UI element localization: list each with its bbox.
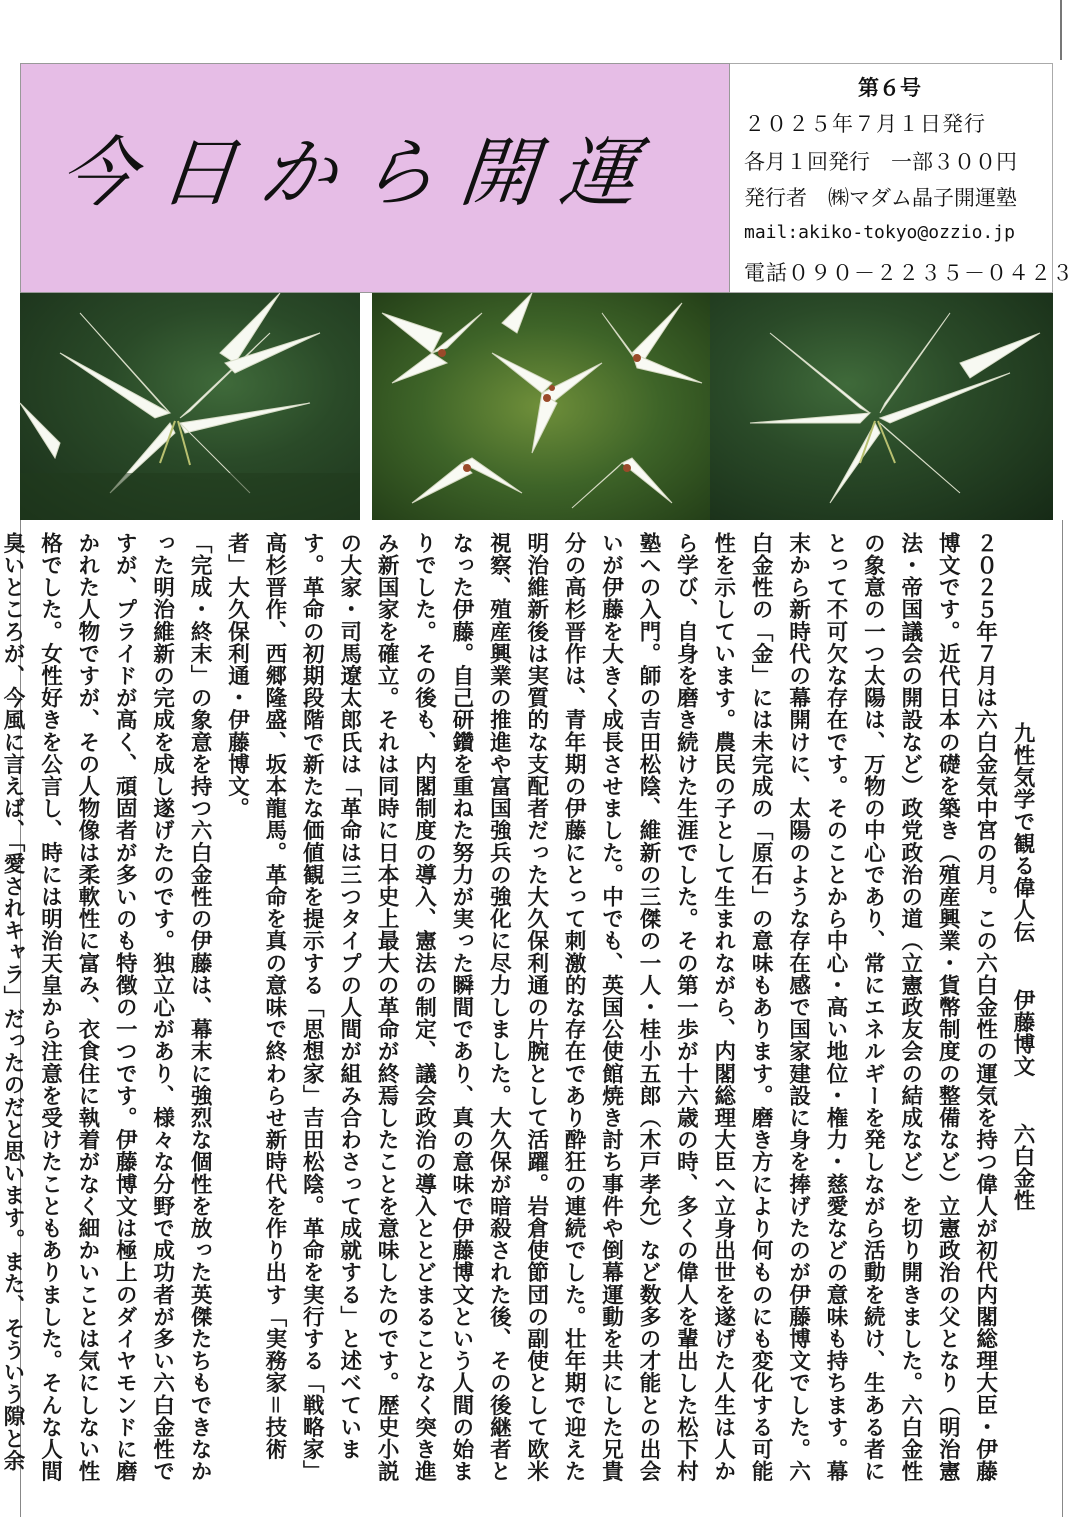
issue-number: 第６号 — [858, 75, 921, 100]
issue-info-box — [730, 63, 1074, 293]
article-title: 九性気学で観る偉人伝 — [1010, 722, 1035, 943]
issue-date: ２０２５年７月１日発行 — [744, 112, 986, 136]
article-star: 六白金性 — [1010, 1123, 1035, 1212]
page-edge — [1060, 0, 1062, 60]
white-lily-bouquet-photo-center — [372, 293, 710, 520]
article-body — [0, 532, 1041, 1492]
article-paragraph: ２０２５年７月は六白金気中宮の月。この六白金性の運気を持つ偉人が初代内閣総理大臣・伊藤博文です。近代日本の礎を築き（殖産興業・貨幣制度の整備など）立憲政治の父となり（明治憲法・帝国議会の開設など）政党政治の道（立憲政友会の結成など）を切り開きました。六白金性の象意の一つ太陽は、万物の中心であり、常にエネルギーを発しながら活動を続け、生ある者にとって不可欠な存在です。そのことから中心・高い地位・権力・慈愛などの意味も持ちます。幕末から新時代の幕開けに、太陽のような存在感で国家建設に身を捧げたのが伊藤博文でした。六白金性の「金」には未完成の「原石」の意味もあります。磨き方により何ものにも変化する可能性を示しています。農民の子として生まれながら、内閣総理大臣へ立身出世を遂げた人生は人から学び、自身を磨き続けた生涯でした。その第一歩が十六歳の時、多くの偉人を輩出した松下村塾への入門。師の吉田松陰、維新の三傑の一人・桂小五郎（木戸孝允）など数多の才能との出会いが伊藤を大きく成長させました。中でも、英国公使館焼き討ち事件や倒幕運動を共にした兄貴分の高杉晋作は、青年期の伊藤にとって刺激的な存在であり酔狂の連続でした。壮年期で迎えた明治維新後は実質的な支配者だった大久保利通の片腕として活躍。岩倉使節団の副使として欧米視察、殖産興業の推進や富国強兵の強化に尽力しました。大久保が暗殺された後、その後継者となった伊藤。自己研鑽を重ねた努力が実った瞬間であり、真の意味で伊藤博文という人間の始まりでした。その後も、内閣制度の導入、憲法の制定、議会政治の導入ととどまることなく突き進み新国家を確立。それは同時に日本史上最大の革命が終焉したことを意味したのです。歴史小説の大家・司馬遼太郎氏は「革命は三つタイプの人間が組み合わさって成就する」と述べています。革命の初期段階で新たな価値観を提示する「思想家」吉田松陰。革命を実行する「戦略家」高杉晋作、西郷隆盛、坂本龍馬。革命を真の意味で終わらせ新時代を作り出す「実務家＝技術者」大久保利通・伊藤博文。 — [224, 532, 998, 1483]
issue-frequency-price: 各月１回発行 一部３００円 — [744, 150, 1017, 174]
article-subject: 伊藤博文 — [1010, 989, 1035, 1078]
contact-phone: 電話０９０－２２３５－０４２３ — [744, 261, 1074, 285]
article-paragraph: 「完成・終末」の象意を持つ六白金性の伊藤は、幕末に強烈な個性を放った英傑たちもできなかった明治維新の完成を成し遂げたのです。独立心があり、様々な分野で成功者が多い六白金性ですが、プライドが高く、頑固者が多いのも特徴の一つです。伊藤博文は極上のダイヤモンドに磨かれた人物ですが、その人物像は柔軟性に富み、衣食住に執着がなく細かいことは気にしない性格でした。女性好きを公言し、時には明治天皇から注意を受けたこともありました。そんな人間臭いところが、今風に言えば、「愛されキャラ」だったのだと思います。また、そういう隙と余 — [0, 532, 213, 1483]
publisher: 発行者 ㈱マダム晶子開運塾 — [744, 186, 1017, 210]
white-lily-photo-left — [20, 293, 360, 520]
masthead-banner — [20, 63, 730, 293]
article-heading — [1004, 532, 1041, 1492]
white-lily-photo-right — [710, 293, 1053, 520]
contact-email: mail:akiko-tokyo@ozzio.jp — [744, 222, 1015, 243]
newsletter-title: 今日から開運 — [55, 128, 666, 217]
